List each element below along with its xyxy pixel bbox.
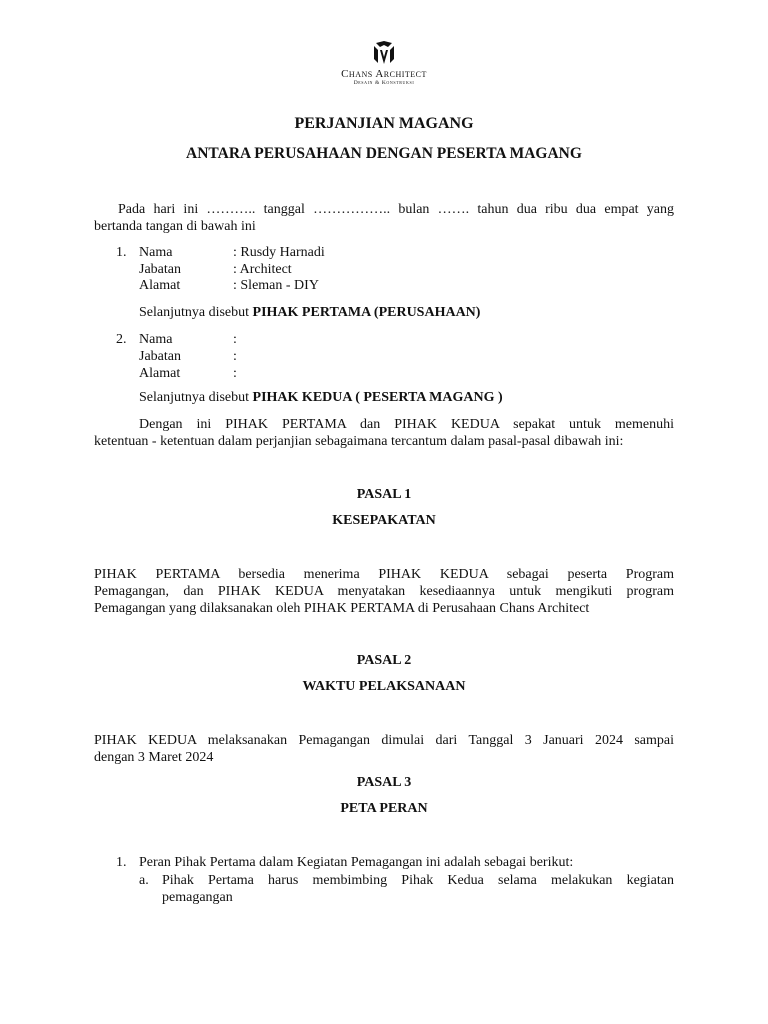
party2-row-name	[139, 331, 237, 348]
pasal2-title: WAKTU PELAKSANAAN	[302, 679, 466, 694]
brand-logo	[330, 40, 438, 86]
field-label: Alamat	[139, 366, 181, 381]
party1-number: 1.	[116, 245, 127, 260]
document-subtitle: ANTARA PERUSAHAAN DENGAN PESERTA MAGANG	[186, 145, 582, 162]
pasal1-title: KESEPAKATAN	[332, 513, 436, 528]
party1-row-name	[139, 244, 325, 261]
intro-line-2: bertanda tangan di bawah ini	[94, 219, 256, 234]
pasal3-sub-a-line-1: Pihak Pertama harus membimbing Pihak Kedua selama melakukan kegiatan	[162, 873, 674, 888]
pasal3-sub-a-letter: a.	[139, 873, 149, 888]
field-label: Alamat	[139, 278, 181, 293]
field-label: Jabatan	[139, 262, 181, 277]
party2-note	[139, 389, 503, 406]
party1-row-alamat	[139, 277, 319, 294]
brand-name: Chans Architect	[341, 68, 427, 80]
party2-number: 2.	[116, 332, 127, 347]
pasal3-title: PETA PERAN	[340, 801, 428, 816]
field-label: Jabatan	[139, 349, 181, 364]
intro-line-1: Pada hari ini ……….. tanggal …………….. bulan ……. tahun dua ribu dua empat yang	[118, 202, 674, 217]
field-value: :	[233, 332, 237, 347]
party2-row-alamat	[139, 365, 237, 382]
brand-tagline: Desain & Konstruksi	[353, 80, 415, 86]
pasal3-item1-number: 1.	[116, 855, 127, 870]
field-value: :	[233, 349, 237, 364]
note-party-name: PIHAK PERTAMA (PERUSAHAAN)	[252, 305, 481, 320]
pasal1-line-1: PIHAK PERTAMA bersedia menerima PIHAK KEDUA sebagai peserta Program	[94, 567, 674, 582]
note-prefix: Selanjutnya disebut	[139, 390, 253, 405]
field-label: Nama	[139, 245, 173, 260]
pasal3-item1-text: Peran Pihak Pertama dalam Kegiatan Pemagangan ini adalah sebagai berikut:	[139, 855, 574, 870]
pasal1-line-3: Pemagangan yang dilaksanakan oleh PIHAK PERTAMA di Perusahaan Chans Architect	[94, 601, 590, 616]
chans-architect-logo-icon	[371, 40, 397, 66]
pasal2-number: PASAL 2	[356, 653, 412, 668]
pasal2-line-2: dengan 3 Maret 2024	[94, 750, 214, 765]
field-value: :	[233, 366, 237, 381]
document-title: PERJANJIAN MAGANG	[294, 115, 474, 132]
pasal1-number: PASAL 1	[356, 487, 412, 502]
note-party-name: PIHAK KEDUA ( PESERTA MAGANG )	[252, 390, 503, 405]
pasal3-number: PASAL 3	[356, 775, 412, 790]
party1-row-jabatan	[139, 261, 292, 278]
field-value: : Architect	[233, 262, 292, 277]
note-prefix: Selanjutnya disebut	[139, 305, 253, 320]
field-value: : Sleman - DIY	[233, 278, 319, 293]
field-label: Nama	[139, 332, 173, 347]
pasal3-sub-a-line-2: pemagangan	[162, 890, 233, 905]
agreement-line-1: Dengan ini PIHAK PERTAMA dan PIHAK KEDUA sepakat untuk memenuhi	[139, 417, 674, 432]
field-value: : Rusdy Harnadi	[233, 245, 325, 260]
pasal1-line-2: Pemagangan, dan PIHAK KEDUA menyatakan kesediaannya untuk mengikuti program	[94, 584, 674, 599]
agreement-line-2: ketentuan - ketentuan dalam perjanjian sebagaimana tercantum dalam pasal-pasal dibawah ini:	[94, 434, 624, 449]
pasal2-line-1: PIHAK KEDUA melaksanakan Pemagangan dimulai dari Tanggal 3 Januari 2024 sampai	[94, 733, 674, 748]
party1-note	[139, 304, 480, 321]
party2-row-jabatan	[139, 348, 237, 365]
